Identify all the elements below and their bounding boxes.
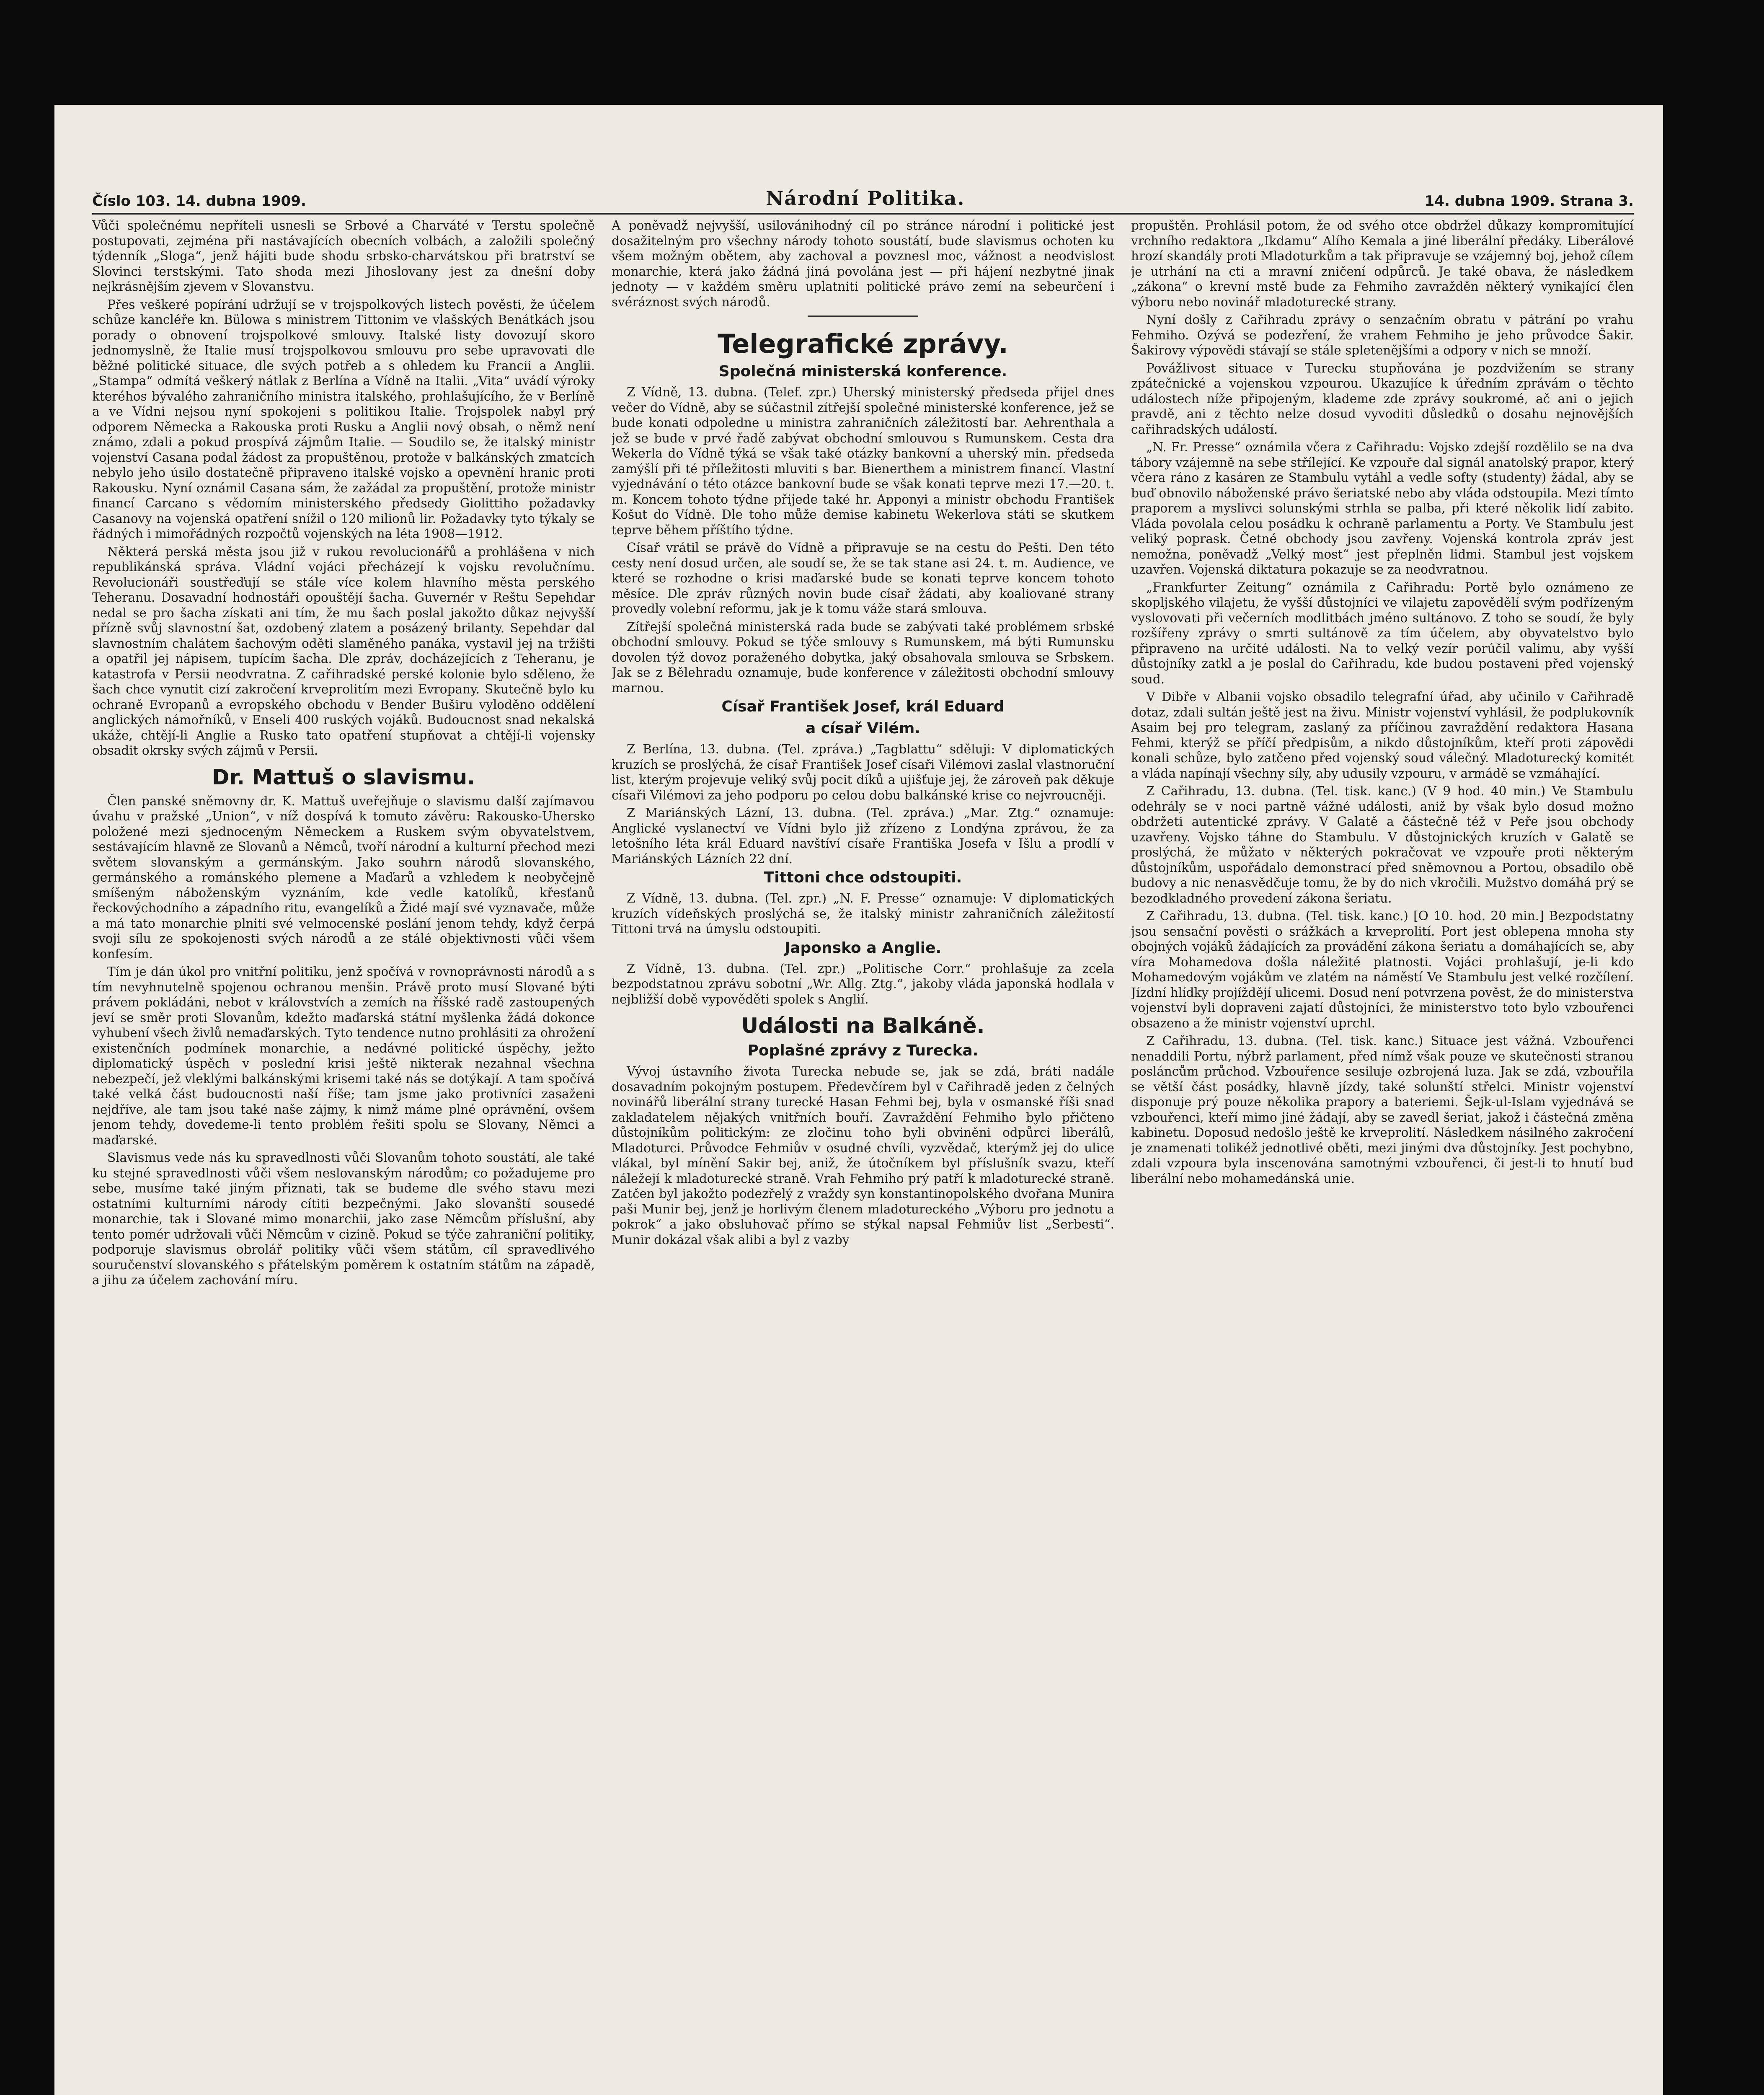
article-subheadline-turkey: Poplašné zprávy z Turecka.	[747, 1042, 979, 1059]
article-paragraph: Některá perská města jsou již v rukou revolucionářů a prohlášena v nich republikánská správa. Vládní vojáci přecházejí k vojsku revolučnímu. Revolucionáři soustřeďují se stále více kolem hlavního města perského Teheranu. Dosavadní hodnostáři opouštějí šacha. Guvernér v Reštu Sepehdar nedal se pro šacha získati ani tím, že mu šach poslal jakožto důkaz nejvyšší přízně svůj slavnostní šat, ozdobený zlatem a posázený brilanty. Sepehdar dal slavnostním chalátem šachovým oděti slaměného panáka, vystavil jej na tržišti a opatřil jej nápisem, tupícím šacha. Dle zpráv, docházejících z Teheranu, je katastrofa v Persii neodvratna. Z cařihradské perské kolonie bylo sděleno, že šach chce vynutit cizí zakročení krveprolitím mezi Evropany. Skutečně bylo ku ochraně Evropanů a evropského obchodu v Bender Buširu vyloděno oddělení anglických námořníků, v Enseli 400 ruských vojáků. Budoucnost snad nekalská ukáže, chtějí-li Anglie a Rusko tato opatření stupňovat a chtějí-li vojensky obsadit okrsky svých zájmů v Persii.	[92, 544, 595, 758]
section-headline-telegrams: Telegrafické zprávy.	[718, 328, 1008, 359]
article-paragraph: Z Vídně, 13. dubna. (Tel. zpr.) „N. F. Presse“ oznamuje: V diplomatických kruzích vídeňských proslýchá se, že italský ministr zahraničních záležitostí Tittoni trvá na úmyslu odstoupiti.	[612, 891, 1114, 936]
column-3	[1131, 218, 1634, 2095]
article-headline-tittoni: Tittoni chce odstoupiti.	[764, 869, 962, 886]
article-headline-japan: Japonsko a Anglie.	[784, 939, 942, 957]
article-paragraph: Z Cařihradu, 13. dubna. (Tel. tisk. kanc.) Situace jest vážná. Vzbouřenci nenaddili Portu, nýbrž parlament, před nímž však pouze ve skutečnosti stranou posláncům průchod. Vzbouřence sesiluje ozbrojená luza. Jak se zdá, vzbouřila se větší část posádky, hlavně jízdy, také solunští střelci. Ministr vojenství disponuje prý pouze několika prapory a bateriemi. Šejk-ul-Islam vyjednává se vzbouřenci, kteří mimo jiné žádají, aby se zavedl šeriat, jakož i částečná změna kabinetu. Doposud nedošlo ještě ke krveprolití. Následkem násilného zakročení je znamenati tolikéž jednotlivé oběti, mezi jinými dva důstojníky. Jest pochybno, zdali vzpoura byla inscenována samotnými vzbouřenci, či jest-li to hnutí bud liberální nebo mohamedánská unie.	[1131, 1034, 1634, 1186]
article-paragraph: Nyní došly z Cařihradu zprávy o senzačním obratu v pátrání po vrahu Fehmiho. Ozývá se podezření, že vrahem Fehmiho je jeho průvodce Šakir. Šakirovy výpovědi stávají se stále spletenějšími a odpory v nich se množí.	[1131, 313, 1634, 357]
article-paragraph: Slavismus vede nás ku spravedlnosti vůči Slovanům tohoto soustátí, ale také ku stejné spravedlnosti vůči všem neslovanským národům; co požadujeme pro sebe, musíme také jiným přiznati, tak se budeme dle svého stavu mezi ostatními kulturními národy cítiti bezpečnými. Jako slovanští sousedé monarchie, tak i Slované mimo monarchii, jako zase Němcům příslušní, aby tento pomér udržovali vůči Němcům v cizině. Pokud se týče zahraniční politiky, podporuje slavismus obrolář politiky vůči všem státům, cíl spravedlivého souručenství slovanského s přátelským poměrem k ostatním státům na západě, a jihu za účelem zachování míru.	[92, 1151, 595, 1287]
article-paragraph: Z Vídně, 13. dubna. (Telef. zpr.) Uherský ministerský předseda přijel dnes večer do Vídně, aby se súčastnil zítřejší společné ministerské konference, jež se bude konati odpoledne u ministra zahraničních záležitostí bar. Aehrenthala a jež se bude v prvé řadě zabývat obchodní smlouvou s Rumunskem. Cesta dra Wekerla do Vídně týká se však také otázky bankovní a uherský min. předseda zamýšlí při té příležitosti mluviti s bar. Bienerthem a ministrem financí. Vlastní vyjednávání o této otázce bankovní bude se však konati teprve mezi 17.—20. t. m. Koncem tohoto týdne přijede také hr. Apponyi a ministr obchodu František Košut do Vídně. Dle toho může demise kabinetu Wekerlova státi se skutkem teprve během příštího týdne.	[612, 385, 1114, 537]
article-paragraph: Tím je dán úkol pro vnitřní politiku, jenž spočívá v rovnoprávnosti národů a s tím nevyhnutelně spojenou ochranou menšin. Právě proto musí Slované býti právem pokládáni, nebot v královstvích a zemích na říšské radě zastoupených jeví se směr proti Slovanům, kdežto maďarská státní myšlenka žádá dokonce vyhubení všech živlů nemaďarských. Tyto tendence nutno prohlásiti za ohrožení existenčních podmínek monarchie, a nedávné politické úspěchy, ježto diplomatický úspěch v poslední krisi ještě nikterak nezahnal všechna nebezpečí, jež vleklými balkánskými krisemi také nás se dotýkají. A tam spočívá také velká část budoucnosti naší říše; tam jsme jako protivníci zasaženi nejdříve, ale tam jsou také naše zájmy, k nimž máme plné oprávnění, ovšem jenom tehdy, dovedeme-li tento problém řešiti spolu se Slovany, Němci a maďarské.	[92, 965, 595, 1147]
article-paragraph: Z Cařihradu, 13. dubna. (Tel. tisk. kanc.) [O 10. hod. 20 min.] Bezpodstatny jsou sensační pověsti o srážkách a krveprolití. Port jest oblepena mnoha sty obojných vojáků žádajících za provádění zákona šeriatu a domáhajících se, aby víra Mohamedova došla náležité platnosti. Vojáci prohlašují, je-li kdo Mohamedovým vojákům ve zlatém na náměstí Ve Stambulu jest velké rozčílení. Jízdní hlídky projíždějí ulicemi. Dosud není potvrzena pověst, že do ministerstva vojenství byli dopraveni zajatí důstojníci, že ministerstvo toto bylo vzbouřenci obsazeno a že ministr vojenství uprchl.	[1131, 909, 1634, 1030]
column-2	[612, 218, 1114, 2095]
article-headline-emperors-line2: a císař Vilém.	[805, 720, 921, 737]
issue-number-date: Číslo 103. 14. dubna 1909.	[92, 193, 306, 210]
article-headline-balkans: Události na Balkáně.	[741, 1014, 985, 1038]
article-paragraph: Člen panské sněmovny dr. K. Mattuš uveřejňuje o slavismu další zajímavou úvahu v pražské „Union“, v níž dospívá k tomuto závěru: Rakousko-Uhersko položené mezi sjednoceným Německem a Ruskem svým obyvatelstvem, sestávajícím hlavně ze Slovanů a Němců, tvoří národní a kulturní přechod mezi světem slovanským a germánským. Jako souhrn národů slovanského, germánského a románského plemene a Maďarů a vzhledem k neobyčejně smíšeným náboženským vyznáním, kde vedle katolíků, křesťanů řeckovýchodního a západního ritu, evangelíků a Židé mají své vyznavače, může a má tato monarchie plniti své velmocenské poslání jenom tehdy, když čerpá svoji sílu ze spokojenosti svých národů a ze stálé objektivnosti vůči všem konfesím.	[92, 794, 595, 961]
article-headline-emperors-line1: Císař František Josef, král Eduard	[721, 698, 1005, 715]
article-paragraph: Z Berlína, 13. dubna. (Tel. zpráva.) „Tagblattu“ sděluji: V diplomatických kruzích se proslýchá, že císař František Josef císaři Vilémovi zaslal vlastnoruční list, kterým projevuje veliký svůj pocit díků a ujišťuje jej, že zároveň pak děkuje císaři Vilémovi za jeho podporu po celou dobu balkánské krise co nejvroucněji.	[612, 742, 1114, 802]
newspaper-page	[54, 105, 1663, 2095]
article-paragraph: Z Vídně, 13. dubna. (Tel. zpr.) „Politische Corr.“ prohlašuje za zcela bezpodstatnou zprávu sobotní „Wr. Allg. Ztg.“, jakoby vláda japonská hodlala v nejbližší době vypověděti spolek s Anglií.	[612, 961, 1114, 1006]
article-paragraph: Vývoj ústavního života Turecka nebude se, jak se zdá, bráti nadále dosavadním pokojným postupem. Předevčírem byl v Cařihradě jeden z čelných novinářů liberální strany turecké Hasan Fehmi bej, byla v osmanské říši snad zakladatelem nějakých vnitřních bouří. Zavraždění Fehmiho bylo přičteno důstojníkům politickým: ze zločinu toho byli obviněni odpůrci liberálů, Mladoturci. Průvodce Fehmiův v osudné chvíli, vyzvědač, kterýmž jej do ulice vlákal, byl mínění Sakir bej, aniž, že útočníkem byl příslušník svazu, kteří náležejí k mladoturecké straně. Vrah Fehmiho prý patří k mladoturecké straně. Zatčen byl jakožto podezřelý z vraždy syn konstantinopolského dvořana Munira paši Munir bej, jenž je horlivým členem mladotureckého „Výboru pro jednotu a pokrok“ a jako obsluhovač přímo se stýkal napsal Fehmiův list „Serbesti“. Munir dokázal však alibi a byl z vazby	[612, 1064, 1114, 1247]
article-paragraph: Zítřejší společná ministerská rada bude se zabývati také problémem srbské obchodní smlouvy. Pokud se týče smlouvy s Rumunskem, má býti Rumunsku dovolen týž dovoz poraženého dobytka, jaký obsahovala smlouva se Srbskem. Jak se z Bělehradu oznamuje, bude konference v záležitosti obchodní smlouvy marnou.	[612, 619, 1114, 695]
article-paragraph: Vůči společnému nepříteli usnesli se Srbové a Charváté v Terstu společně postupovati, zejména při nastávajících obecních volbách, a založili společný týdenník „Sloga“, jenž hájiti bude shodu srbsko-charvátskou při bratrství se Slovinci terstskými. Tato shoda mezi Jihoslovany jest za dnešní doby nejkrásnějším zjevem v Slovanstvu.	[92, 218, 595, 294]
article-paragraph: V Dibře v Albanii vojsko obsadilo telegrafní úřad, aby učinilo v Cařihradě dotaz, zdali sultán ještě jest na živu. Ministr vojenství vyhlásil, že podplukovník Asaim bej pro telegram, zaslaný za příčinou zavraždění redaktora Hasana Fehmi, kterýž se příčí předpisům, a nikdo důstojníkům, kteří proti zápovědi konali schůze, bylo zatčeno před vojenský soud válečný. Mladoturecký komitét a vláda napínají všechny síly, aby udusily vzpouru, v armádě se vzmáhající.	[1131, 690, 1634, 781]
article-paragraph: „Frankfurter Zeitung“ oznámila z Cařihradu: Portě bylo oznámeno ze skopljského vilajetu, že vyšší důstojníci ve vilajetu zapovědělí svým podřízeným vyslovovati při večerních modlitbách jméno sultánovo. Z toho se soudí, že byly rozšířeny zprávy o smrti sultánově za tím účelem, aby obyvatelstvo bylo připraveno na určité události. Na to velký vezír porúčil valimu, aby vyšší důstojníky zatkl a je poslal do Cařihradu, kde budou postaveni před vojenský soud.	[1131, 580, 1634, 686]
article-paragraph: Povážlivost situace v Turecku stupňována je pozdvižením se strany zpátečnické a vojenskou vzpourou. Ukazujíce k úředním zprávám o těchto událostech níže připojeným, klademe zde zprávy soukromé, ač ani o jejich pravdě, ani z těchto nelze dosud vyvoditi důsledků o dosahu nejnovějších cařihradských událostí.	[1131, 361, 1634, 437]
article-paragraph: Přes veškeré popírání udržují se v trojspolkových listech pověsti, že účelem schůze kancléře kn. Bülowa s ministrem Tittonim ve vlašských Benátkách jsou porady o obnovení trojspolkové smlouvy. Italské listy dovozují skoro jednomyslně, že Italie musí trojspolkovou smlouvu pro sebe upravovati dle běžné politické situace, dle svých potřeb a s ohledem ku Francii a Anglii. „Stampa“ odmítá veškerý nátlak z Berlína a Vídně na Italii. „Vita“ uvádí výroky kteréhos bývalého zahraničního ministra italského, prohlašujícího, že v Berlíně a ve Vídni nejsou nyní spokojeni s politikou Italie. Trojspolek nabyl prý odporem Německa a Rakouska proti Rusku a Anglii nový obsah, o němž není známo, zdali a pokud prospívá zájmům Italie. — Soudilo se, že italský ministr vojenství Casana podal žádost za propuštěnou, protože v balkánských zmatcích nebylo jeho úsilo dostatečně připraveno italské vojsko a opevnění hranic proti Rakousku. Nyní oznámil Casana sám, že zažádal za propuštění, protože ministr financí Carcano s vědomím ministerského předsedy Giolittiho požadavky Casanovy na vojenská opatření snížil o 120 milionů lir. Požadavky tyto týkaly se řádných i mimořádných rozpočtů vojenských na léta 1908—1912.	[92, 297, 595, 541]
column-1	[92, 218, 595, 2095]
masthead-title: Národní Politika.	[766, 187, 965, 210]
article-paragraph: Z Mariánských Lázní, 13. dubna. (Tel. zpráva.) „Mar. Ztg.“ oznamuje: Anglické vyslanectví ve Vídni bylo již zřízeno z Londýna zprávou, že za letošního léta král Eduard navštíví císaře Františka Josefa v Išlu a prodlí v Mariánských Lázních 22 dní.	[612, 806, 1114, 866]
article-paragraph: „N. Fr. Presse“ oznámila včera z Cařihradu: Vojsko zdejší rozdělilo se na dva tábory vzájemně na sebe střílející. Ke vzpouře dal signál anatolský prapor, který včera ráno z kasáren ze Stambulu vytáhl a vedle softy (studenty) žádal, aby se buď obnovilo náboženské právo šeriatské nebo aby vláda odstoupila. Mezi tímto praporem a myslivci solunskými strhla se palba, při které několik lidí zabito. Vláda povolala celou posádku k ochraně parlamentu a Porty. Ve Stambulu jest veliký poprask. Četné obchody jsou zavřeny. Vojenská kontrola zpráv jest nemožna, poněvadž „Velký most“ jest přeplněn lidmi. Stambul jest vojskem uzavřen. Vojenská diktatura pokazuje se za neodvratnou.	[1131, 440, 1634, 577]
article-paragraph: propuštěn. Prohlásil potom, že od svého otce obdržel důkazy kompromitující vrchního redaktora „Ikdamu“ Alího Kemala a jiné liberální předáky. Liberálové hrozí skandály proti Mladoturkům a tak připravuje se vzájemný boj, jehož cílem je utrhání na cti a mravní zničení odpůrců. Je také obava, že následkem „zákona“ o krevní mstě bude za Fehmiho zavražděn některý vynikající člen výboru nebo novinář mladoturecké strany.	[1131, 218, 1634, 309]
article-paragraph: Císař vrátil se právě do Vídně a připravuje se na cestu do Pešti. Den této cesty není dosud určen, ale soudí se, že se tak stane asi 24. t. m. Audience, ve které se rozhodne o krisi maďarské bude se konati teprve koncem tohoto měsíce. Dle zpráv různých novin bude císař žádati, aby koaliované strany provedly volební reformu, jak je k tomu váže stará smlouva.	[612, 541, 1114, 616]
page-header	[92, 176, 1634, 215]
page-date-number: 14. dubna 1909. Strana 3.	[1424, 193, 1634, 210]
section-divider	[808, 316, 918, 317]
article-headline-conference: Společná ministerská konference.	[718, 363, 1007, 380]
text-columns	[92, 218, 1634, 2095]
article-paragraph: Z Cařihradu, 13. dubna. (Tel. tisk. kanc.) (V 9 hod. 40 min.) Ve Stambulu odehrály se v noci partně vážné události, aniž by však bylo dosud možno obdržeti autentické zprávy. V Galatě a částečně též v Peře jsou obchody uzavřeny. Vojsko táhne do Stambulu. V důstojnických kruzích v Galatě se proslýchá, že můžato v některých pokračovat ve vzpouře proti některým důstojníkům, uspořádalo demonstrací před sněmovnou a Portou, obsadilo obě budovy a nic nenasvědčuje tomu, že by do nich vkročili. Mužstvo domáhá prý se bezodkladného provedení zákona šeriatu.	[1131, 784, 1634, 905]
article-headline-mattus: Dr. Mattuš o slavismu.	[212, 765, 475, 789]
article-paragraph: A poněvadž nejvyšší, usilovánihodný cíl po stránce národní i politické jest dosažitelným pro všechny národy tohoto soustátí, bude slavismus ochoten ku všem možným obětem, aby zachoval a povznesl moc, vážnost a neodvislost monarchie, která jako žádná jiná povolána jest — při hájení nezbytné jinak jednoty — v každém směru uplatniti politické právo zemí na sebeurčení i svéráznost svých národů.	[612, 218, 1114, 309]
